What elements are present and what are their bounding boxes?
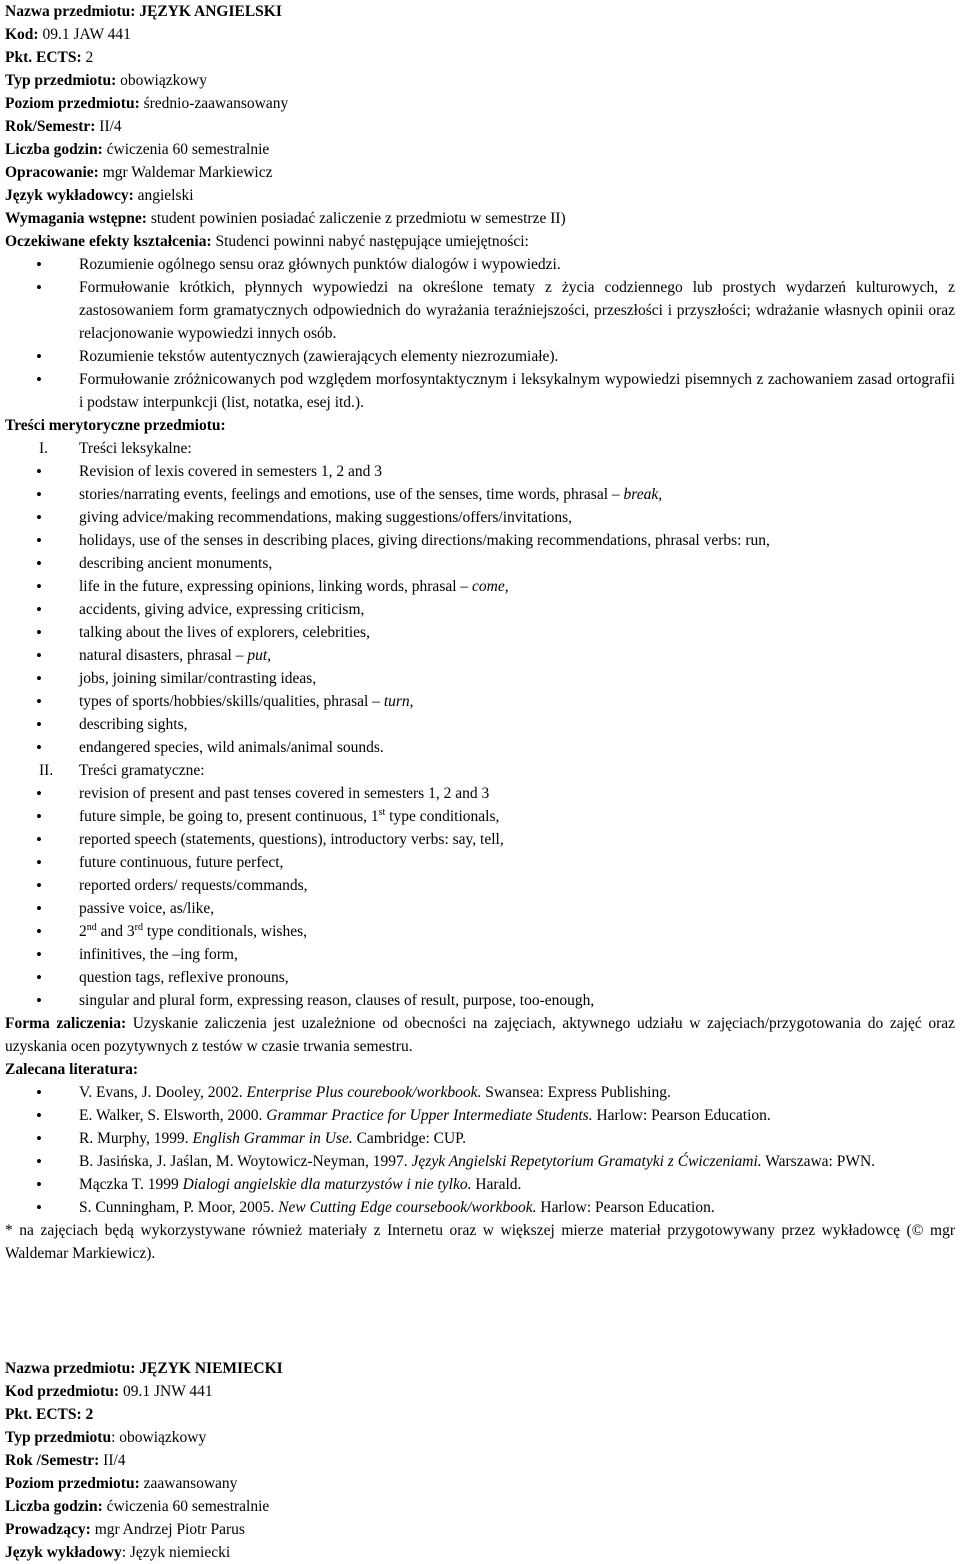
field-language [5,1541,955,1564]
item-text: passive voice, as/like, [79,900,215,917]
citation-title: Język Angielski Repetytorium Gramatyki z Ćwiczeniami. [411,1153,762,1170]
field-expected-outcomes [5,230,955,253]
list-item [5,828,955,851]
citation-authors: S. Cunningham, P. Moor, 2005. [79,1199,279,1216]
item-text: giving advice/making recommendations, making suggestions/offers/invitations, [79,509,573,526]
outcomes-list [5,253,955,414]
field-value: obowiązkowy [116,72,208,89]
item-text: revision of present and past tenses covered in semesters 1, 2 and 3 [79,785,490,802]
field-year-semester [5,115,955,138]
field-value: Studenci powinni nabyć następujące umiejętności: [211,233,529,250]
footnote [5,1219,955,1265]
item-text: 2 [79,923,87,940]
list-item [5,1104,955,1127]
field-ects [5,1403,955,1426]
list-item [5,805,955,828]
item-text: talking about the lives of explorers, celebrities, [79,624,370,641]
citation-title: Enterprise Plus courebook/workbook. [246,1084,482,1101]
grammar-list [5,782,955,1012]
item-text: accidents, giving advice, expressing criticism, [79,601,365,618]
list-item [5,920,955,943]
list-item: • Formułowanie zróżnicowanych pod względem morfosyntaktycznym i leksykalnym wypowiedzi pisemnych z zachowaniem zasad ortografii i podstaw interpunkcji (list, notatka, esej itd.). [5,368,955,414]
field-value: 09.1 JAW 441 [38,26,131,43]
list-item: • Rozumienie ogólnego sensu oraz głównych punktów dialogów i wypowiedzi. [5,253,955,276]
item-text: types of sports/hobbies/skills/qualities, phrasal – [79,693,384,710]
list-item [5,851,955,874]
section-lexical-heading [5,437,955,460]
item-text: natural disasters, phrasal – [79,647,248,664]
list-item [5,736,955,759]
list-item [5,644,955,667]
list-item [5,667,955,690]
list-item: • Formułowanie krótkich, płynnych wypowiedzi na określone tematy z życia codziennego lub prostych wydarzeń kulturowych, z zastosowaniem form gramatycznych odpowiednich do wyrażania teraźniejszości, przeszłości i przyszłości; wdrażanie własnych opinii oraz relacjonowanie wypowiedzi innych osób. [5,276,955,345]
field-language [5,184,955,207]
field-label: Nazwa przedmiotu: [5,3,136,20]
field-label: Kod przedmiotu: [5,1383,120,1400]
list-item [5,1150,955,1173]
citation-publisher: Warszawa: PWN. [761,1153,876,1170]
list-item [5,621,955,644]
item-emphasis: come, [472,578,509,595]
field-value: 2 [81,49,94,66]
citation-authors: V. Evans, J. Dooley, 2002. [79,1084,247,1101]
content-heading: Treści merytoryczne przedmiotu: [5,417,226,434]
lexical-list [5,460,955,759]
citation-publisher: Cambridge: CUP. [352,1130,466,1147]
field-level [5,1472,955,1495]
item-text: holidays, use of the senses in describing places, giving directions/making recommendations, phrasal verbs: run, [79,532,770,549]
citation-title: Dialogi angielskie dla maturzystów i nie tylko. [182,1176,472,1193]
field-value: zaawansowany [139,1475,238,1492]
field-label: Prowadzący: [5,1521,91,1538]
item-text: Revision of lexis covered in semesters 1, 2 and 3 [79,463,383,480]
field-label: Poziom przedmiotu: [5,95,140,112]
item-text: reported speech (statements, questions), introductory verbs: say, tell, [79,831,504,848]
item-superscript: st [378,806,386,818]
item-text: describing ancient monuments, [79,555,273,572]
german-course-header [5,1357,955,1564]
section-grammar-heading [5,759,955,782]
footnote-tail: mgr Waldemar Markiewicz). [5,1222,955,1262]
item-text: describing sights, [79,716,188,733]
field-code [5,1380,955,1403]
item-tail: type conditionals, [385,808,500,825]
field-value: mgr Waldemar Markiewicz [98,164,273,181]
citation-authors: Mączka T. 1999 [79,1176,183,1193]
field-code [5,23,955,46]
citation-title: Grammar Practice for Upper Intermediate Students. [266,1107,593,1124]
field-label: Pkt. ECTS: 2 [5,1406,94,1423]
field-value: JĘZYK ANGIELSKI [135,3,282,20]
list-item [5,1081,955,1104]
field-label: Liczba godzin: [5,1498,103,1515]
item-text: stories/narrating events, feelings and emotions, use of the senses, time words, phrasal – [79,486,624,503]
item-tail: type conditionals, wishes, [142,923,308,940]
section-title: Treści gramatyczne: [79,762,205,779]
field-label: Opracowanie: [5,164,99,181]
citation-authors: B. Jasińska, J. Jaślan, M. Woytowicz-Neyman, 1997. [79,1153,412,1170]
item-emphasis: break, [623,486,663,503]
list-item [5,460,955,483]
field-label: Kod: [5,26,39,43]
citation-publisher: Harlow: Pearson Education. [536,1199,715,1216]
citation-publisher: Harlow: Pearson Education. [592,1107,771,1124]
section-number: II. [39,762,54,779]
field-course-name [5,1357,955,1380]
field-instructor [5,1518,955,1541]
list-item [5,1196,955,1219]
field-label: Oczekiwane efekty kształcenia: [5,233,212,250]
copyright-icon: © [911,1222,924,1239]
list-item [5,874,955,897]
field-type [5,69,955,92]
list-item [5,529,955,552]
field-label: Pkt. ECTS: [5,49,82,66]
item-text: jobs, joining similar/contrasting ideas, [79,670,317,687]
field-value: ćwiczenia 60 semestralnie [102,141,270,158]
field-label: Wymagania wstępne: [5,210,147,227]
list-item [5,713,955,736]
field-value: ćwiczenia 60 semestralnie [102,1498,270,1515]
item-emphasis: put, [247,647,271,664]
document-page [5,0,955,1564]
list-item [5,483,955,506]
field-author [5,161,955,184]
item-superscript: nd [86,921,97,933]
item-text: reported orders/ requests/commands, [79,877,308,894]
item-emphasis: turn [383,693,410,710]
section-number: I. [39,440,49,457]
list-item [5,1173,955,1196]
literature-heading: Zalecana literatura: [5,1061,139,1078]
citation-authors: R. Murphy, 1999. [79,1130,193,1147]
list-item [5,552,955,575]
list-item [5,966,955,989]
item-text: life in the future, expressing opinions, linking words, phrasal – [79,578,473,595]
field-label: Rok/Semestr: [5,118,96,135]
field-value: 09.1 JNW 441 [119,1383,213,1400]
field-value: angielski [133,187,194,204]
list-item [5,989,955,1012]
field-label: Nazwa przedmiotu: JĘZYK NIEMIECKI [5,1360,283,1377]
list-item: • Rozumienie tekstów autentycznych (zawierających elementy niezrozumiałe). [5,345,955,368]
field-label: Typ przedmiotu [5,1429,112,1446]
field-value: : Język niemiecki [121,1544,231,1561]
item-text: singular and plural form, expressing reason, clauses of result, purpose, too-enough, [79,992,595,1009]
assessment-label: Forma zaliczenia: [5,1015,127,1032]
field-course-name [5,0,955,23]
field-label: Liczba godzin: [5,141,103,158]
field-value: II/4 [95,118,122,135]
citation-authors: E. Walker, S. Elsworth, 2000. [79,1107,267,1124]
item-superscript: rd [134,921,143,933]
field-type [5,1426,955,1449]
literature-list [5,1081,955,1219]
field-prerequisites [5,207,955,230]
item-text: endangered species, wild animals/animal sounds. [79,739,384,756]
citation-publisher: Swansea: Express Publishing. [481,1084,671,1101]
item-text: future continuous, future perfect, [79,854,284,871]
field-label: Poziom przedmiotu: [5,1475,140,1492]
list-item [5,1127,955,1150]
list-item [5,943,955,966]
spacer [5,1265,955,1357]
field-label: Język wykładowcy: [5,187,134,204]
item-text: question tags, reflexive pronouns, [79,969,289,986]
field-year-semester [5,1449,955,1472]
citation-title: New Cutting Edge coursebook/workbook. [278,1199,537,1216]
list-item [5,690,955,713]
list-item [5,575,955,598]
list-item [5,506,955,529]
list-item [5,897,955,920]
citation-title: English Grammar in Use. [192,1130,353,1147]
list-item [5,782,955,805]
field-value: II/4 [99,1452,126,1469]
footnote-text: * na zajęciach będą wykorzystywane również materiały z Internetu oraz w większej mierze materiał przygotowywany przez wykładowcę ( [5,1222,912,1239]
list-item [5,598,955,621]
item-tail: , [409,693,414,710]
item-mid: and 3 [96,923,135,940]
field-label: Język wykładowy [5,1544,122,1561]
assessment-paragraph [5,1012,955,1058]
citation-publisher: Harald. [471,1176,522,1193]
item-text: infinitives, the –ing form, [79,946,238,963]
assessment-text: Uzyskanie zaliczenia jest uzależnione od obecności na zajęciach, aktywnego udziału w zajęciach/przygotowania do zajęć oraz uzyskania ocen pozytywnych z testów w czasie trwania semestru. [5,1015,956,1055]
english-course-header [5,0,955,253]
field-value: : obowiązkowy [111,1429,207,1446]
section-title: Treści leksykalne: [79,440,192,457]
field-value: mgr Andrzej Piotr Parus [90,1521,245,1538]
item-text: future simple, be going to, present continuous, 1 [79,808,379,825]
field-value: student powinien posiadać zaliczenie z przedmiotu w semestrze II) [146,210,566,227]
field-label: Rok /Semestr: [5,1452,100,1469]
field-hours [5,138,955,161]
field-level [5,92,955,115]
field-value: średnio-zaawansowany [139,95,289,112]
field-ects [5,46,955,69]
field-hours [5,1495,955,1518]
field-label: Typ przedmiotu: [5,72,117,89]
